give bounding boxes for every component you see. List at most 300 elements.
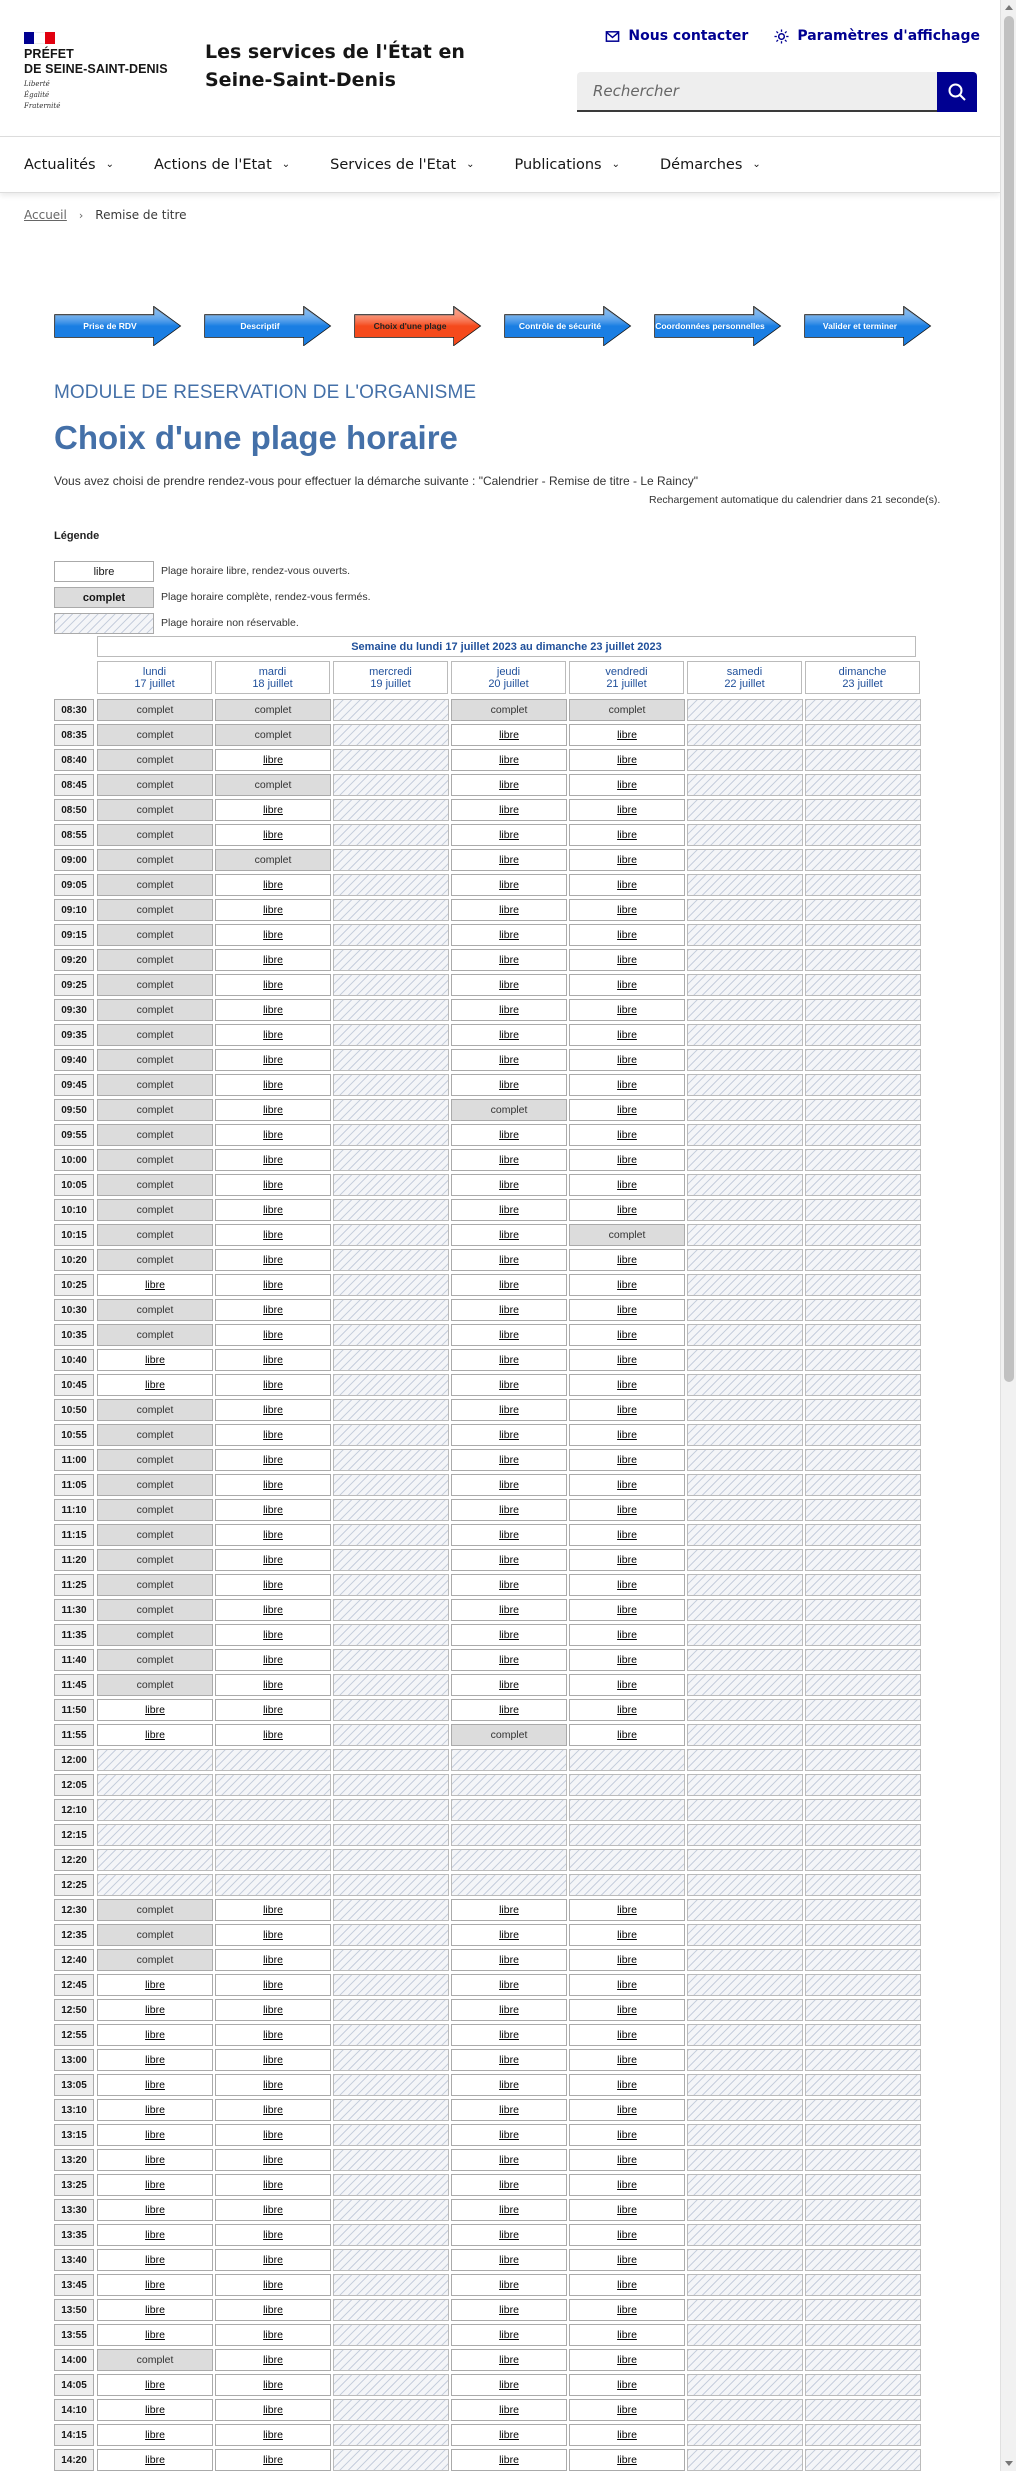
slot-free-link[interactable] xyxy=(569,824,685,846)
slot-free-link[interactable] xyxy=(451,1349,567,1371)
slot-free-link[interactable] xyxy=(215,1124,331,1146)
slot-label: libre xyxy=(617,729,637,741)
slot-free-link[interactable] xyxy=(215,1924,331,1946)
slot-free-link[interactable] xyxy=(97,2124,213,2146)
slot-closed xyxy=(333,849,449,871)
slot-label: libre xyxy=(263,904,283,916)
day-name: jeudi xyxy=(496,666,521,678)
slot-free-link[interactable] xyxy=(97,2424,213,2446)
slot-closed xyxy=(687,1549,803,1571)
slot-free-link[interactable] xyxy=(569,1349,685,1371)
slot-free-link[interactable] xyxy=(569,849,685,871)
slot-free-link[interactable] xyxy=(215,1899,331,1921)
slot-free-link[interactable] xyxy=(97,1699,213,1721)
slot-free-link[interactable] xyxy=(569,1274,685,1296)
step-6 xyxy=(804,306,934,346)
slot-free-link[interactable] xyxy=(451,1499,567,1521)
slot-free-link[interactable] xyxy=(569,1424,685,1446)
slot-free-link[interactable] xyxy=(215,1099,331,1121)
step-label: Descriptif xyxy=(240,321,280,331)
slot-free-link[interactable] xyxy=(451,724,567,746)
slot-free-link[interactable] xyxy=(215,1724,331,1746)
slot-free-link[interactable] xyxy=(569,2174,685,2196)
slot-free-link[interactable] xyxy=(569,1949,685,1971)
french-flag-icon xyxy=(24,32,55,44)
service-title[interactable]: Les services de l'État en Seine-Saint-Denis xyxy=(205,41,465,91)
slot-free-link[interactable] xyxy=(215,2249,331,2271)
slot-free-link[interactable] xyxy=(451,924,567,946)
slot-free-link[interactable] xyxy=(451,1374,567,1396)
slot-free-link[interactable] xyxy=(569,1449,685,1471)
slot-free-link[interactable] xyxy=(97,2224,213,2246)
slot-closed xyxy=(805,1949,921,1971)
sun-icon xyxy=(774,29,789,44)
slot-free-link[interactable] xyxy=(451,1424,567,1446)
slot-free-link[interactable] xyxy=(215,949,331,971)
slot-free-link[interactable] xyxy=(97,2024,213,2046)
slot-free-link[interactable] xyxy=(451,1524,567,1546)
slot-free-link[interactable] xyxy=(451,2249,567,2271)
slot-free-link[interactable] xyxy=(569,2349,685,2371)
slot-free-link[interactable] xyxy=(569,1299,685,1321)
slot-free-link[interactable] xyxy=(215,2099,331,2121)
search-input[interactable]: Rechercher xyxy=(577,72,937,112)
slot-free-link[interactable] xyxy=(97,2449,213,2471)
slot-free-link[interactable] xyxy=(451,774,567,796)
slot-closed xyxy=(333,949,449,971)
scroll-up-icon[interactable] xyxy=(1005,5,1013,10)
slot-free-link[interactable] xyxy=(451,1049,567,1071)
slot-free-link[interactable] xyxy=(569,1049,685,1071)
slot-free-link[interactable] xyxy=(569,899,685,921)
slot-free-link[interactable] xyxy=(451,949,567,971)
slot-free-link[interactable] xyxy=(215,2399,331,2421)
slot-free-link[interactable] xyxy=(569,1249,685,1271)
slot-free-link[interactable] xyxy=(569,1674,685,1696)
slot-free-link[interactable] xyxy=(569,1499,685,1521)
slot-free-link[interactable] xyxy=(215,2024,331,2046)
slot-free-link[interactable] xyxy=(569,1374,685,1396)
time-label: 08:40 xyxy=(54,749,94,771)
slot-free-link[interactable] xyxy=(569,874,685,896)
slot-free-link[interactable] xyxy=(215,1449,331,1471)
slot-free-link[interactable] xyxy=(215,799,331,821)
slot-free-link[interactable] xyxy=(451,1224,567,1246)
slot-free-link[interactable] xyxy=(451,2424,567,2446)
slot-free-link[interactable] xyxy=(451,1174,567,1196)
slot-free-link[interactable] xyxy=(215,2274,331,2296)
day-name: lundi xyxy=(142,666,167,678)
time-label: 12:40 xyxy=(54,1949,94,1971)
slot-free-link[interactable] xyxy=(451,2199,567,2221)
slot-free-link[interactable] xyxy=(215,2299,331,2321)
slot-closed xyxy=(687,824,803,846)
slot-free-link[interactable] xyxy=(97,2399,213,2421)
slot-free-link[interactable] xyxy=(215,2349,331,2371)
slot-free-link[interactable] xyxy=(215,1599,331,1621)
slot-free-link[interactable] xyxy=(451,1324,567,1346)
slot-free-link[interactable] xyxy=(215,1149,331,1171)
slot-free-link[interactable] xyxy=(451,2274,567,2296)
time-label: 09:45 xyxy=(54,1074,94,1096)
slot-free-link[interactable] xyxy=(569,2124,685,2146)
slot-free-link[interactable] xyxy=(569,1924,685,1946)
slot-free-link[interactable] xyxy=(569,2324,685,2346)
slot-free-link[interactable] xyxy=(451,1549,567,1571)
slot-free-link[interactable] xyxy=(215,1174,331,1196)
slot-free-link[interactable] xyxy=(215,974,331,996)
slot-free-link[interactable] xyxy=(451,1274,567,1296)
time-label: 11:25 xyxy=(54,1574,94,1596)
slot-closed xyxy=(333,2099,449,2121)
day-date: 19 juillet xyxy=(370,678,411,690)
slot-free-link[interactable] xyxy=(451,2324,567,2346)
slot-closed xyxy=(805,2174,921,2196)
slot-free-link[interactable] xyxy=(451,1599,567,1621)
slot-free-link[interactable] xyxy=(215,1949,331,1971)
slot-free-link[interactable] xyxy=(569,2424,685,2446)
slot-closed xyxy=(451,1749,567,1771)
slot-free-link[interactable] xyxy=(569,1974,685,1996)
slot-free-link[interactable] xyxy=(215,2224,331,2246)
slot-free-link[interactable] xyxy=(215,1049,331,1071)
slot-free-link[interactable] xyxy=(451,2349,567,2371)
search-button[interactable] xyxy=(937,72,977,112)
time-label: 11:10 xyxy=(54,1499,94,1521)
slot-label: libre xyxy=(499,1304,519,1316)
slot-free-link[interactable] xyxy=(97,2099,213,2121)
scroll-down-icon[interactable] xyxy=(1005,2461,1013,2466)
slot-closed xyxy=(569,1799,685,1821)
slot-free-link[interactable] xyxy=(215,824,331,846)
slot-free-link[interactable] xyxy=(451,2399,567,2421)
slot-closed xyxy=(333,2324,449,2346)
slot-free-link[interactable] xyxy=(215,1474,331,1496)
slot-label: libre xyxy=(499,2404,519,2416)
slot-label: libre xyxy=(145,2204,165,2216)
contact-link[interactable] xyxy=(605,28,748,44)
legend-text-closed: Plage horaire non réservable. xyxy=(161,617,299,629)
slot-free-link[interactable] xyxy=(97,2074,213,2096)
prefet-logo[interactable] xyxy=(24,32,174,110)
slot-free-link[interactable] xyxy=(451,2024,567,2046)
slot-closed xyxy=(687,774,803,796)
slot-free-link[interactable] xyxy=(215,924,331,946)
slot-full: complet xyxy=(97,799,213,821)
slot-free-link[interactable] xyxy=(451,1674,567,1696)
page-scrollbar[interactable] xyxy=(1000,0,1016,2471)
slot-free-link[interactable] xyxy=(451,1249,567,1271)
slot-free-link[interactable] xyxy=(451,1149,567,1171)
slot-free-link[interactable] xyxy=(215,1999,331,2021)
time-label: 08:45 xyxy=(54,774,94,796)
slot-closed xyxy=(805,899,921,921)
slot-free-link[interactable] xyxy=(451,849,567,871)
slot-free-link[interactable] xyxy=(215,2324,331,2346)
slot-free-link[interactable] xyxy=(569,1724,685,1746)
slot-free-link[interactable] xyxy=(569,1599,685,1621)
slot-free-link[interactable] xyxy=(215,2049,331,2071)
slot-free-link[interactable] xyxy=(451,974,567,996)
slot-free-link[interactable] xyxy=(569,1199,685,1221)
slot-free-link[interactable] xyxy=(451,1024,567,1046)
slot-free-link[interactable] xyxy=(215,1324,331,1346)
slot-free-link[interactable] xyxy=(215,1074,331,1096)
slot-free-link[interactable] xyxy=(215,1374,331,1396)
slot-full: complet xyxy=(97,1599,213,1621)
slot-free-link[interactable] xyxy=(569,749,685,771)
slot-free-link[interactable] xyxy=(569,774,685,796)
slot-free-link[interactable] xyxy=(451,2074,567,2096)
slot-free-link[interactable] xyxy=(215,1499,331,1521)
slot-free-link[interactable] xyxy=(215,1574,331,1596)
slot-label: libre xyxy=(263,2354,283,2366)
slot-closed xyxy=(805,1524,921,1546)
display-settings-button[interactable] xyxy=(774,28,980,44)
slot-free-link[interactable] xyxy=(569,1074,685,1096)
slot-free-link[interactable] xyxy=(451,824,567,846)
slot-free-link[interactable] xyxy=(215,2074,331,2096)
slot-closed xyxy=(805,1399,921,1421)
slot-free-link[interactable] xyxy=(215,1199,331,1221)
slot-free-link[interactable] xyxy=(569,2099,685,2121)
slot-closed xyxy=(687,2349,803,2371)
slot-free-link[interactable] xyxy=(451,1649,567,1671)
slot-free-link[interactable] xyxy=(569,949,685,971)
slot-free-link[interactable] xyxy=(451,1974,567,1996)
slot-free-link[interactable] xyxy=(215,1699,331,1721)
slot-free-link[interactable] xyxy=(569,1524,685,1546)
chevron-down-icon: ⌄ xyxy=(105,159,115,170)
slot-free-link[interactable] xyxy=(569,2274,685,2296)
slot-free-link[interactable] xyxy=(215,1549,331,1571)
slot-free-link[interactable] xyxy=(97,2324,213,2346)
slot-free-link[interactable] xyxy=(215,1299,331,1321)
slot-free-link[interactable] xyxy=(451,1074,567,1096)
slot-free-link[interactable] xyxy=(451,749,567,771)
slot-free-link[interactable] xyxy=(215,2374,331,2396)
slot-free-link[interactable] xyxy=(569,1649,685,1671)
slot-free-link[interactable] xyxy=(451,1399,567,1421)
slot-free-link[interactable] xyxy=(569,1024,685,1046)
slot-free-link[interactable] xyxy=(97,1374,213,1396)
slot-free-link[interactable] xyxy=(451,2374,567,2396)
slot-free-link[interactable] xyxy=(451,899,567,921)
slot-free-link[interactable] xyxy=(215,749,331,771)
slot-free-link[interactable] xyxy=(451,2049,567,2071)
slot-full: complet xyxy=(97,1249,213,1271)
slot-free-link[interactable] xyxy=(451,2174,567,2196)
slot-free-link[interactable] xyxy=(569,1099,685,1121)
slot-free-link[interactable] xyxy=(569,1474,685,1496)
step-label: Choix d'une plage xyxy=(373,321,447,331)
slot-label: libre xyxy=(263,1654,283,1666)
time-label: 14:00 xyxy=(54,2349,94,2371)
slot-free-link[interactable] xyxy=(97,1999,213,2021)
slot-free-link[interactable] xyxy=(97,1724,213,1746)
slot-free-link[interactable] xyxy=(215,1224,331,1246)
slot-full: complet xyxy=(97,1474,213,1496)
slot-free-link[interactable] xyxy=(451,2224,567,2246)
slot-free-link[interactable] xyxy=(215,2124,331,2146)
slot-free-link[interactable] xyxy=(451,874,567,896)
slot-free-link[interactable] xyxy=(451,1899,567,1921)
slot-label: libre xyxy=(499,2304,519,2316)
display-settings-label: Paramètres d'affichage xyxy=(797,28,980,44)
slot-free-link[interactable] xyxy=(215,2424,331,2446)
slot-free-link[interactable] xyxy=(569,1624,685,1646)
slot-free-link[interactable] xyxy=(215,1974,331,1996)
slot-free-link[interactable] xyxy=(569,2374,685,2396)
slot-closed xyxy=(687,849,803,871)
slot-free-link[interactable] xyxy=(451,799,567,821)
slot-free-link[interactable] xyxy=(215,1649,331,1671)
slot-free-link[interactable] xyxy=(451,1574,567,1596)
slot-label: libre xyxy=(263,2079,283,2091)
slot-free-link[interactable] xyxy=(569,1699,685,1721)
slot-free-link[interactable] xyxy=(451,1124,567,1146)
slot-closed xyxy=(333,2174,449,2196)
slot-free-link[interactable] xyxy=(569,2449,685,2471)
slot-label: libre xyxy=(145,1354,165,1366)
slot-free-link[interactable] xyxy=(97,2299,213,2321)
breadcrumb-home[interactable]: Accueil xyxy=(24,208,67,222)
slot-free-link[interactable] xyxy=(215,1399,331,1421)
slot-free-link[interactable] xyxy=(451,1949,567,1971)
slot-free-link[interactable] xyxy=(569,1124,685,1146)
nav-item-actions[interactable] xyxy=(154,137,290,192)
slot-free-link[interactable] xyxy=(451,1299,567,1321)
slot-free-link[interactable] xyxy=(97,2049,213,2071)
slot-label: libre xyxy=(145,1379,165,1391)
slot-free-link[interactable] xyxy=(215,899,331,921)
slot-free-link[interactable] xyxy=(451,2124,567,2146)
slot-free-link[interactable] xyxy=(569,724,685,746)
slot-free-link[interactable] xyxy=(569,2249,685,2271)
slot-free-link[interactable] xyxy=(569,2299,685,2321)
slot-closed xyxy=(687,1874,803,1896)
slot-free-link[interactable] xyxy=(97,2274,213,2296)
slot-label: libre xyxy=(499,729,519,741)
slot-free-link[interactable] xyxy=(451,2099,567,2121)
nav-item-services[interactable] xyxy=(330,137,474,192)
slot-free-link[interactable] xyxy=(569,924,685,946)
slot-free-link[interactable] xyxy=(569,1324,685,1346)
slot-free-link[interactable] xyxy=(569,799,685,821)
slot-free-link[interactable] xyxy=(215,2149,331,2171)
slot-free-link[interactable] xyxy=(451,1999,567,2021)
slot-free-link[interactable] xyxy=(215,2449,331,2471)
slot-free-link[interactable] xyxy=(569,1899,685,1921)
slot-label: libre xyxy=(499,1404,519,1416)
slot-free-link[interactable] xyxy=(569,2024,685,2046)
slot-free-link[interactable] xyxy=(569,1149,685,1171)
slot-free-link[interactable] xyxy=(97,1349,213,1371)
slot-closed xyxy=(805,1849,921,1871)
slot-free-link[interactable] xyxy=(97,1974,213,1996)
time-label: 13:20 xyxy=(54,2149,94,2171)
slot-free-link[interactable] xyxy=(97,2374,213,2396)
slot-free-link[interactable] xyxy=(451,2299,567,2321)
slot-free-link[interactable] xyxy=(215,1524,331,1546)
slot-label: libre xyxy=(145,2004,165,2016)
slot-free-link[interactable] xyxy=(215,1349,331,1371)
slot-free-link[interactable] xyxy=(215,1274,331,1296)
slot-free-link[interactable] xyxy=(569,1999,685,2021)
slot-closed xyxy=(805,974,921,996)
slot-free-link[interactable] xyxy=(451,1474,567,1496)
slot-label: libre xyxy=(263,1454,283,1466)
slot-free-link[interactable] xyxy=(451,1449,567,1471)
slot-free-link[interactable] xyxy=(569,1549,685,1571)
slot-free-link[interactable] xyxy=(215,2199,331,2221)
slot-free-link[interactable] xyxy=(451,1199,567,1221)
slot-free-link[interactable] xyxy=(569,2199,685,2221)
slot-closed xyxy=(805,1124,921,1146)
slot-closed xyxy=(687,2174,803,2196)
day-header xyxy=(687,661,802,694)
slot-free-link[interactable] xyxy=(97,2249,213,2271)
nav-item-demarches[interactable] xyxy=(660,137,761,192)
slot-free-link[interactable] xyxy=(569,1174,685,1196)
slot-free-link[interactable] xyxy=(569,2074,685,2096)
slot-closed xyxy=(687,1424,803,1446)
slot-free-link[interactable] xyxy=(451,2149,567,2171)
slot-closed xyxy=(805,2149,921,2171)
slot-free-link[interactable] xyxy=(215,2174,331,2196)
slot-free-link[interactable] xyxy=(569,2224,685,2246)
slot-closed xyxy=(805,949,921,971)
slot-free-link[interactable] xyxy=(451,2449,567,2471)
slot-label: libre xyxy=(499,2329,519,2341)
slot-closed xyxy=(687,1849,803,1871)
slot-free-link[interactable] xyxy=(215,874,331,896)
slot-free-link[interactable] xyxy=(215,999,331,1021)
scroll-thumb[interactable] xyxy=(1004,16,1014,1382)
slot-free-link[interactable] xyxy=(569,1399,685,1421)
nav-item-publications[interactable] xyxy=(514,137,620,192)
slot-free-link[interactable] xyxy=(451,1699,567,1721)
slot-free-link[interactable] xyxy=(569,974,685,996)
slot-free-link[interactable] xyxy=(569,2149,685,2171)
slot-free-link[interactable] xyxy=(97,2174,213,2196)
slot-free-link[interactable] xyxy=(215,1249,331,1271)
slot-label: libre xyxy=(263,2279,283,2291)
slot-free-link[interactable] xyxy=(97,2149,213,2171)
nav-item-actualites[interactable] xyxy=(24,137,114,192)
slot-free-link[interactable] xyxy=(97,2199,213,2221)
slot-free-link[interactable] xyxy=(569,2049,685,2071)
slot-free-link[interactable] xyxy=(215,1024,331,1046)
slot-free-link[interactable] xyxy=(451,1924,567,1946)
slot-free-link[interactable] xyxy=(569,999,685,1021)
slot-label: libre xyxy=(145,2404,165,2416)
slot-free-link[interactable] xyxy=(451,999,567,1021)
slot-free-link[interactable] xyxy=(215,1624,331,1646)
slot-free-link[interactable] xyxy=(215,1674,331,1696)
slot-free-link[interactable] xyxy=(569,2399,685,2421)
slot-free-link[interactable] xyxy=(451,1624,567,1646)
slot-closed xyxy=(333,1324,449,1346)
slot-full: complet xyxy=(97,1049,213,1071)
reload-notice: Rechargement automatique du calendrier dans 21 seconde(s). xyxy=(649,494,941,506)
slot-free-link[interactable] xyxy=(215,1424,331,1446)
slot-full: complet xyxy=(97,1449,213,1471)
slot-free-link[interactable] xyxy=(97,1274,213,1296)
time-label: 08:50 xyxy=(54,799,94,821)
slot-label: libre xyxy=(499,1004,519,1016)
slot-free-link[interactable] xyxy=(569,1574,685,1596)
